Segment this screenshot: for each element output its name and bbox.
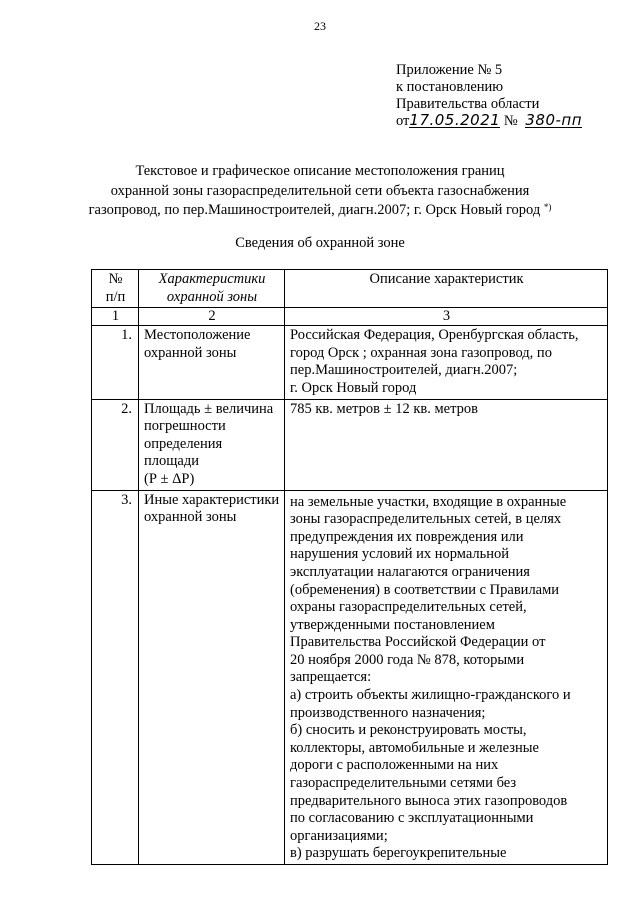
text-line: погрешности — [144, 418, 226, 435]
row-number: 1. — [92, 326, 139, 399]
table-row — [92, 490, 608, 864]
numbering-cell: 2 — [139, 308, 285, 326]
header-col-characteristics — [139, 270, 285, 308]
header-col-number — [92, 270, 139, 308]
row-characteristic — [139, 326, 285, 399]
row-number: 2. — [92, 399, 139, 490]
text-line: охранной зоны — [144, 344, 237, 361]
row-description — [285, 399, 608, 490]
row-characteristic — [139, 399, 285, 490]
text-line: организациями; — [290, 827, 388, 844]
page-number: 23 — [314, 19, 326, 33]
header-col-number-line1: № — [108, 271, 123, 287]
document-title — [60, 162, 580, 221]
row-number: 3. — [92, 490, 139, 864]
row-description — [285, 326, 608, 399]
text-line: 20 ноября 2000 года № 878, которыми — [290, 651, 525, 668]
text-line: на земельные участки, входящие в охранные — [290, 493, 567, 510]
text-line: нарушения условий их нормальной — [290, 546, 510, 563]
text-line: по согласованию с эксплуатационными — [290, 810, 534, 827]
text-line: 785 кв. метров ± 12 кв. метров — [290, 400, 478, 417]
appendix-line-2: к постановлению — [396, 79, 504, 95]
text-line: предупреждения их повреждения или — [290, 528, 524, 545]
handwritten-number: 380-пп — [525, 111, 583, 129]
appendix-block — [396, 62, 582, 130]
table-row — [92, 399, 608, 490]
numbering-cell: 3 — [285, 308, 608, 326]
appendix-line-3: Правительства области — [396, 96, 540, 112]
text-line: газораспределительными сетями без — [290, 775, 517, 792]
title-line-2: охранной зоны газораспределительной сети объекта газоснабжения — [110, 182, 530, 199]
text-line: коллекторы, автомобильные и железные — [290, 739, 539, 756]
row-characteristic — [139, 490, 285, 864]
text-line: пер.Машиностроителей, диагн.2007; — [290, 362, 518, 379]
text-line: предварительного выноса этих газопроводов — [290, 792, 568, 809]
title-line-3 — [60, 201, 580, 221]
text-line: утвержденными постановлением — [290, 616, 495, 633]
text-line: г. Орск Новый город — [290, 379, 417, 396]
text-line: производственного назначения; — [290, 704, 486, 721]
text-line: охранной зоны — [144, 509, 237, 526]
handwritten-date: 17.05.2021 — [409, 111, 501, 129]
text-line: определения площади — [144, 435, 223, 470]
footnote-mark: *) — [543, 202, 552, 212]
text-line: зоны газораспределительных сетей, в целях — [290, 511, 562, 528]
text-line: а) строить объекты жилищно-гражданского и — [290, 687, 571, 704]
header-col-characteristics-line2: охранной зоны — [166, 288, 258, 305]
table-numbering-row — [92, 308, 608, 326]
table-header-row — [92, 270, 608, 308]
section-subtitle: Сведения об охранной зоне — [235, 235, 405, 251]
text-line: б) сносить и реконструировать мосты, — [290, 722, 527, 739]
text-line: Местоположение — [144, 327, 251, 344]
text-line: Российская Федерация, Оренбургская область, — [290, 327, 579, 344]
header-col-number-line2: п/п — [105, 288, 126, 305]
text-line: дороги с расположенными на них — [290, 757, 499, 774]
appendix-line-1: Приложение № 5 — [396, 62, 503, 78]
table-row — [92, 326, 608, 399]
text-line: (обременения) в соответствии с Правилами — [290, 581, 560, 598]
text-line: Площадь ± величина — [144, 400, 274, 417]
text-line: Правительства Российской Федерации от — [290, 634, 546, 651]
title-line-1: Текстовое и графическое описание местоположения границ — [135, 163, 505, 179]
appendix-date-line — [396, 113, 582, 130]
text-line: город Орск ; охранная зона газопровод, по — [290, 344, 552, 361]
title-line-3-text: газопровод, по пер.Машиностроителей, диагн.2007; г. Орск Новый город — [88, 202, 541, 218]
from-label: от — [396, 113, 410, 129]
text-line: (Р ± ΔР) — [144, 470, 195, 487]
protection-zone-table — [91, 269, 608, 865]
text-line: Иные характеристики — [144, 491, 280, 508]
row-description — [285, 490, 608, 864]
text-line: запрещается: — [290, 669, 372, 686]
text-line: охраны газораспределительных сетей, — [290, 599, 527, 616]
header-col-characteristics-line1: Характеристики — [158, 271, 266, 287]
text-line: эксплуатации налагаются ограничения — [290, 563, 530, 580]
header-col-description: Описание характеристик — [285, 270, 608, 308]
numbering-cell: 1 — [92, 308, 139, 326]
text-line: в) разрушать берегоукрепительные — [290, 845, 507, 862]
number-label: № — [503, 113, 518, 129]
